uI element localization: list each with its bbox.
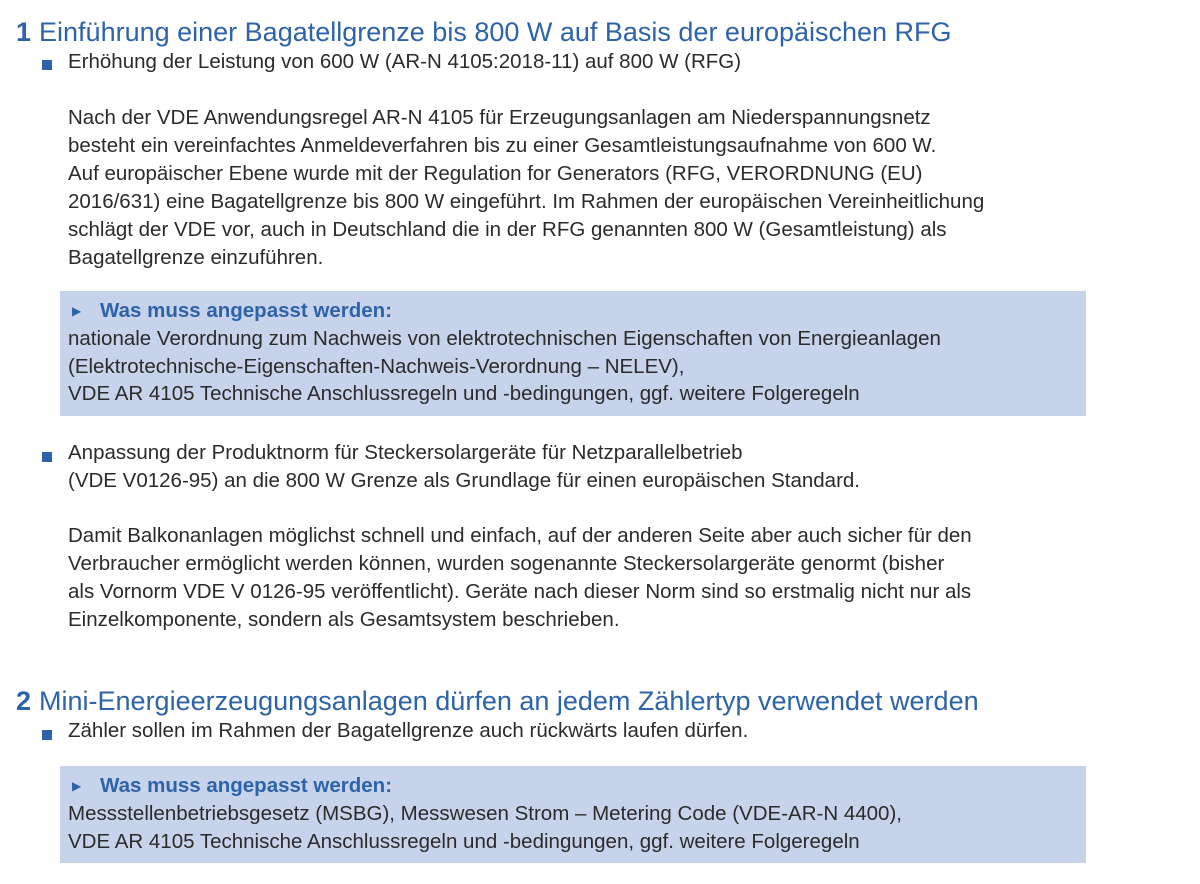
paragraph-line: Bagatellgrenze einzuführen. (68, 246, 324, 269)
section-1-paragraph-2 (68, 522, 1090, 634)
section-1-heading (16, 16, 952, 48)
section-2-title: Mini-Energieerzeugungsanlagen dürfen an jedem Zählertyp verwendet werden (39, 686, 979, 716)
paragraph-line: Auf europäischer Ebene wurde mit der Regulation for Generators (RFG, VERORDNUNG (EU) (68, 162, 923, 185)
section-2-number: 2 (16, 686, 32, 716)
paragraph-line: Damit Balkonanlagen möglichst schnell und einfach, auf der anderen Seite aber auch sicher für den (68, 524, 972, 547)
section-2-heading (16, 685, 979, 717)
square-bullet-icon (42, 452, 52, 462)
box-title: ▶ Was muss angepasst werden: (68, 772, 1086, 800)
box-line: Messstellenbetriebsgesetz (MSBG), Messwesen Strom – Metering Code (VDE-AR-N 4400), (68, 802, 902, 825)
box-line: nationale Verordnung zum Nachweis von elektrotechnischen Eigenschaften von Energieanlagen (68, 327, 941, 350)
box-title: ▶ Was muss angepasst werden: (68, 297, 1086, 325)
paragraph-line: 2016/631) eine Bagatellgrenze bis 800 W eingeführt. Im Rahmen der europäischen Vereinheitlichung (68, 190, 985, 213)
triangle-right-icon: ▶ (72, 779, 82, 793)
triangle-right-icon: ▶ (72, 304, 82, 318)
paragraph-line: Nach der VDE Anwendungsregel AR-N 4105 für Erzeugungsanlagen am Niederspannungsnetz (68, 106, 931, 129)
paragraph-line: schlägt der VDE vor, auch in Deutschland die in der RFG genannten 800 W (Gesamtleistung) als (68, 218, 947, 241)
section-1-adjustment-box (60, 291, 1086, 416)
section-2-adjustment-box (60, 766, 1086, 863)
section-1-title: Einführung einer Bagatellgrenze bis 800 W auf Basis der europäischen RFG (39, 17, 952, 47)
paragraph-line: Verbraucher ermöglicht werden können, wurden sogenannte Steckersolargeräte genormt (bisher (68, 552, 945, 575)
paragraph-line: besteht ein vereinfachtes Anmeldeverfahren bis zu einer Gesamtleistungsaufnahme von 600 W. (68, 134, 937, 157)
box-line: VDE AR 4105 Technische Anschlussregeln und -bedingungen, ggf. weitere Folgeregeln (68, 829, 860, 853)
section-1-number: 1 (16, 17, 32, 47)
box-line: VDE AR 4105 Technische Anschlussregeln und -bedingungen, ggf. weitere Folgeregeln (68, 382, 860, 405)
paragraph-line: Einzelkomponente, sondern als Gesamtsystem beschrieben. (68, 608, 620, 631)
section-1-bullet-1-text: Erhöhung der Leistung von 600 W (AR-N 4105:2018-11) auf 800 W (RFG) (68, 50, 742, 73)
section-1-paragraph-1 (68, 104, 1090, 272)
section-2-bullet-1-text: Zähler sollen im Rahmen der Bagatellgrenze auch rückwärts laufen dürfen. (68, 719, 749, 742)
section-1-bullet-2-text: Anpassung der Produktnorm für Steckersolargeräte für Netzparallelbetrieb (VDE V0126-95) an die 800 W Grenze als Grundlage für einen europäischen Standard. (68, 441, 861, 492)
square-bullet-icon (42, 730, 52, 740)
square-bullet-icon (42, 60, 52, 70)
box-line: (Elektrotechnische-Eigenschaften-Nachweis-Verordnung – NELEV), (68, 354, 685, 378)
paragraph-line: als Vornorm VDE V 0126-95 veröffentlicht). Geräte nach dieser Norm sind so erstmalig nicht nur als (68, 580, 972, 603)
